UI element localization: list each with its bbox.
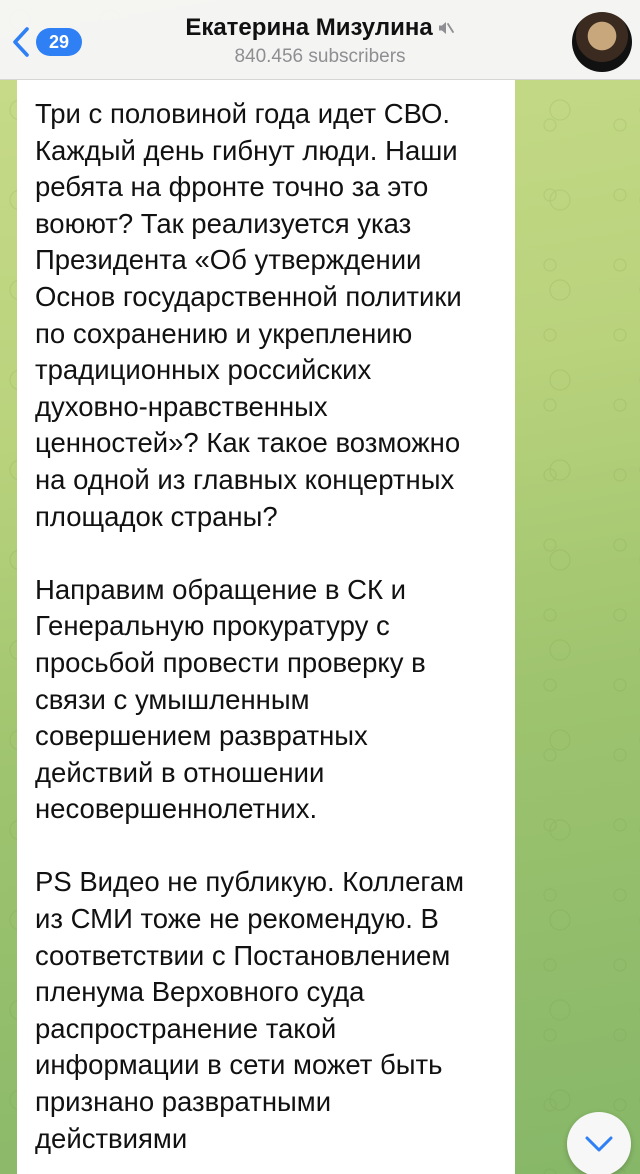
message-paragraph: Три с половиной года идет СВО. Каждый день гибнут люди. Наши ребята на фронте точно за это воюют? Так реализуется указ Президента «Об утверждении Основ государственной политики по сохранению и укреплению традиционных российских духовно-нравственных ценностей»? Как такое возможно на одной из главных концертных площадок страны? [35, 98, 462, 532]
scroll-to-bottom-button[interactable] [567, 1112, 631, 1174]
back-button[interactable] [10, 22, 82, 62]
message-paragraph: Направим обращение в СК и Генеральную прокуратуру с просьбой провести проверку в связи с умышленным совершением развратных действий в отношении несовершеннолетних. [35, 573, 426, 825]
unread-count-badge: 29 [36, 28, 82, 56]
avatar[interactable] [572, 12, 632, 72]
chat-header [0, 0, 640, 80]
chevron-down-icon [584, 1135, 614, 1153]
message-bubble [17, 80, 515, 1174]
chevron-left-icon [10, 25, 32, 59]
channel-name: Екатерина Мизулина [185, 14, 433, 41]
channel-info[interactable] [120, 14, 520, 68]
message-paragraph: PS Видео не публикую. Коллегам из СМИ тоже не рекомендую. В соответствии с Постановлением пленума Верховного суда распространение такой информации в сети может быть признано развратными действиями [35, 866, 465, 1154]
subscriber-count: 840.456 subscribers [234, 46, 406, 67]
muted-speaker-icon [437, 19, 455, 37]
